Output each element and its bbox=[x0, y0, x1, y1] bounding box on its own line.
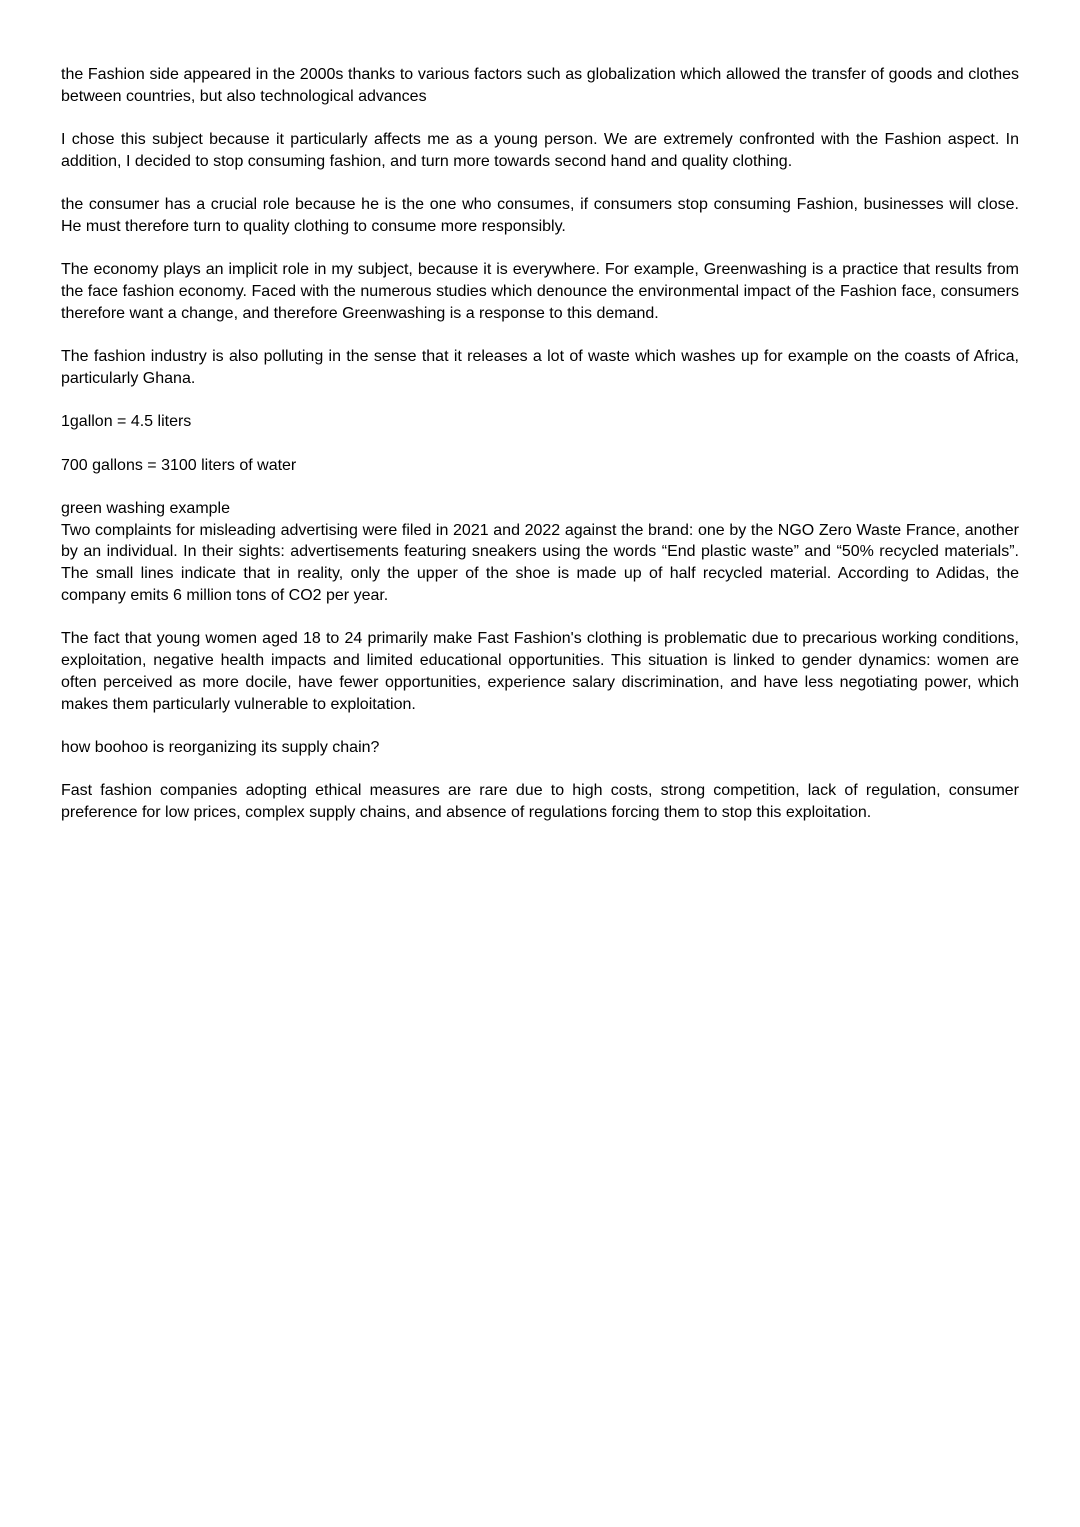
paragraph-young-women-labor: The fact that young women aged 18 to 24 primarily make Fast Fashion's clothing is problematic due to precarious working conditions, exploitation, negative health impacts and limited educational opportunities. This situation is linked to gender dynamics: women are often perceived as more docile, have fewer opportunities, experience salary discrimination, and have less negotiating power, which makes them particularly vulnerable to exploitation. bbox=[61, 630, 1019, 713]
paragraph-gallon-conversion: 1gallon = 4.5 liters bbox=[61, 413, 192, 431]
paragraph-ethical-measures: Fast fashion companies adopting ethical measures are rare due to high costs, strong competition, lack of regulation, consumer preference for low prices, complex supply chains, and absence of regulations forcing them to stop this exploitation. bbox=[61, 782, 1019, 822]
paragraph-boohoo-question: how boohoo is reorganizing its supply chain? bbox=[61, 739, 380, 757]
paragraph-economy-role: The economy plays an implicit role in my subject, because it is everywhere. For example, Greenwashing is a practice that results from the face fashion economy. Faced with the numerous studies which denounce the environmental impact of the Fashion face, consumers therefore want a change, and therefore Greenwashing is a response to this demand. bbox=[61, 261, 1019, 322]
paragraph-water-volume: 700 gallons = 3100 liters of water bbox=[61, 456, 297, 474]
paragraph-consumer-role: the consumer has a crucial role because he is the one who consumes, if consumers stop consuming Fashion, businesses will close. He must therefore turn to quality clothing to consume more responsibly. bbox=[61, 196, 1019, 235]
document-page bbox=[61, 64, 1019, 845]
paragraph-fashion-origins: the Fashion side appeared in the 2000s thanks to various factors such as globalization which allowed the transfer of goods and clothes between countries, but also technological advances bbox=[61, 66, 1019, 105]
paragraph-adidas-complaints: Two complaints for misleading advertising were filed in 2021 and 2022 against the brand: one by the NGO Zero Waste France, another by an individual. In their sights: advertisements featuring sneakers using the words “End plastic waste” and “50% recycled materials”. The small lines indicate that in reality, only the upper of the shoe is made up of half recycled material. According to Adidas, the company emits 6 million tons of CO2 per year. bbox=[61, 521, 1019, 605]
paragraph-industry-waste: The fashion industry is also polluting in the sense that it releases a lot of waste which washes up for example on the coasts of Africa, particularly Ghana. bbox=[61, 348, 1019, 387]
paragraph-subject-choice: I chose this subject because it particularly affects me as a young person. We are extremely confronted with the Fashion aspect. In addition, I decided to stop consuming fashion, and turn more towards second hand and quality clothing. bbox=[61, 131, 1019, 170]
heading-greenwashing-example: green washing example bbox=[61, 499, 230, 517]
